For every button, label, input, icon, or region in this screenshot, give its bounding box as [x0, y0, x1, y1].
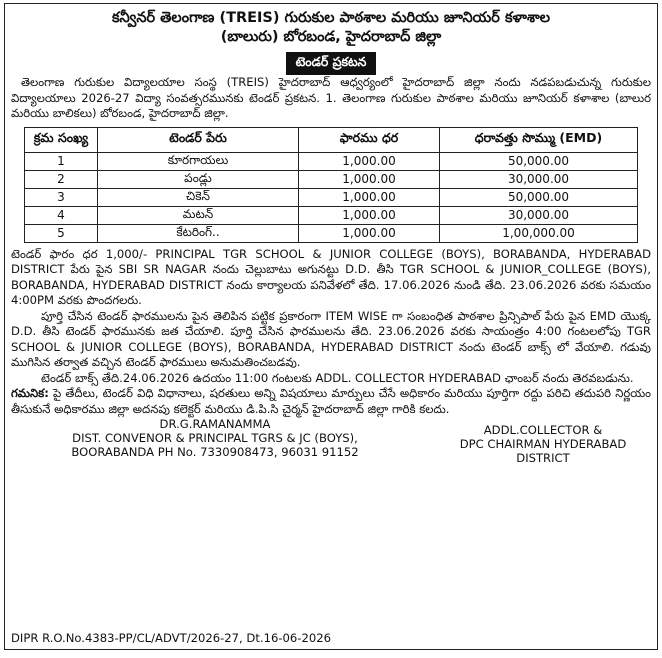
- cell-name: చికెన్: [98, 188, 299, 206]
- table-header-row: [25, 127, 638, 152]
- cell-emd: 50,000.00: [440, 188, 638, 206]
- opening-paragraph: టెండర్ బాక్స్ తేది.24.06.2026 ఉదయం 11:00 గంటలకు ADDL. COLLECTOR HYDERABAD ఛాంబర్ నందు తెరవబడును.: [41, 370, 634, 385]
- table-row: [25, 152, 638, 170]
- submission-paragraph: పూర్తి చేసిన టెండర్ ఫారములను పైన తెలిపిన పట్టిక ప్రకారంగా ITEM WISE గా సంబంధిత పాఠశాల ప్రిన్సిపాల్ పేరు పైన EMD యొక్క D.D. తీసి టెండర్ ఫారమునకు జత చేయాలి. పూర్తి చేసిన ఫారములను తేది. 23.06.2026 వరకు సాయంత్రం 4:00 గంటలలోపు TGR SCHOOL & JUNIOR COLLEGE (BOYS), BORABANDA, HYDERABAD DISTRICT నందు టెండర్ బాక్స్ లో వేయాలి. గడువు ముగిసిన తర్వాత వచ్చిన టెండర్ ఫారములు అనుమతించబడవు.: [11, 308, 651, 369]
- cell-sno: 2: [25, 170, 98, 188]
- cell-name: మటన్: [98, 206, 299, 224]
- intro-paragraph: తెలంగాణ గురుకుల విద్యాలయాల సంస్థ (TREIS) హైదరాబాద్ ఆధ్వర్యంలో హైదరాబాద్ జిల్లా నందు నడపబడుచున్న గురుకుల విద్యాలయాలు 2026-27 విద్యా సంవత్సరమునకు టెండర్ ప్రకటన. 1. తెలంగాణ గురుకుల పాఠశాల మరియు జూనియర్ కళాశాల (బాలుర మరియు బాలికలు) బోరబండ, హైదరాబాద్ జిల్లా.: [11, 75, 651, 120]
- collector-line-1: ADDL.COLLECTOR &: [483, 423, 603, 437]
- title-line-2: (బాలురు) బోరబండ, హైదరాబాద్ జిల్లా: [220, 29, 442, 45]
- cell-sno: 4: [25, 206, 98, 224]
- collector-line-2: DPC CHAIRMAN HYDERABAD: [459, 437, 627, 451]
- cell-emd: 1,00,000.00: [440, 224, 638, 242]
- tender-notice-badge: టెండర్ ప్రకటన: [286, 52, 377, 75]
- cell-name: పండ్లు: [98, 170, 299, 188]
- signature-collector: [453, 423, 633, 465]
- table-row: [25, 206, 638, 224]
- cell-price: 1,000.00: [299, 170, 440, 188]
- signature-convenor: [5, 417, 425, 459]
- form-price-paragraph: టెండర్ ఫారం ధర 1,000/- PRINCIPAL TGR SCHOOL & JUNIOR COLLEGE (BOYS), BORABANDA, HYDERABAD DISTRICT పేరు పైన SBI SR NAGAR నందు చెల్లుబాటు అగునట్టు D.D. తీసి TGR SCHOOL & JUNIOR_COLLEGE (BOYS), BORABANDA, HYDERABAD DISTRICT నందు కార్యాలయ పనివేళలో తేది. 17.06.2026 నుండి తేది. 23.06.2026 వరకు సమయం 4:00PM వరకు పొందగలరు.: [11, 246, 651, 307]
- signature-footer: [5, 417, 657, 481]
- col-header-price: ఫారము ధర: [299, 127, 440, 152]
- cell-sno: 5: [25, 224, 98, 242]
- table-row: [25, 170, 638, 188]
- cell-sno: 3: [25, 188, 98, 206]
- notice-title: [5, 9, 657, 47]
- cell-emd: 50,000.00: [440, 152, 638, 170]
- cell-price: 1,000.00: [299, 224, 440, 242]
- table-row: [25, 224, 638, 242]
- cell-price: 1,000.00: [299, 188, 440, 206]
- tender-notice: [4, 3, 658, 650]
- convenor-designation: DIST. CONVENOR & PRINCIPAL TGRS & JC (BOYS),: [72, 431, 358, 445]
- cell-sno: 1: [25, 152, 98, 170]
- tender-table: [24, 127, 638, 243]
- cell-name: కూరగాయలు: [98, 152, 299, 170]
- table-row: [25, 188, 638, 206]
- col-header-sno: క్రమ సంఖ్య: [25, 127, 98, 152]
- cell-emd: 30,000.00: [440, 206, 638, 224]
- cell-price: 1,000.00: [299, 206, 440, 224]
- col-header-name: టెండర్ పేరు: [98, 127, 299, 152]
- convenor-name: DR.G.RAMANAMMA: [159, 417, 271, 431]
- title-line-1: కన్వీనర్ తెలంగాణ (TREIS) గురుకుల పాఠశాల మరియు జూనియర్ కళాశాల: [111, 10, 551, 26]
- col-header-emd: ధరావత్తు సొమ్ము (EMD): [440, 127, 638, 152]
- cell-price: 1,000.00: [299, 152, 440, 170]
- collector-line-3: DISTRICT: [516, 451, 570, 465]
- note-label: గమనిక:: [11, 386, 49, 400]
- note-text: పై తేదీలు, టెండర్ విధి విధానాలు, షరతులు అన్ని విషయాలు మార్పులు చేసే అధికారం మరియు పూర్తిగా రద్దు పరిచి తదుపరి నిర్ణయం తీసుకునే అధికారము జిల్లా అదనపు కలెక్టర్ మరియు డి.పి.సి చైర్మన్ హైదరాబాద్ జిల్లా గారికి కలదు.: [11, 386, 652, 416]
- cell-emd: 30,000.00: [440, 170, 638, 188]
- cell-name: కేటరింగ్..: [98, 224, 299, 242]
- note-paragraph: [5, 386, 657, 417]
- dipr-reference: DIPR R.O.No.4383-PP/CL/ADVT/2026-27, Dt.16-06-2026: [11, 631, 331, 645]
- convenor-phone: BOORABANDA PH No. 7330908473, 96031 91152: [71, 445, 359, 459]
